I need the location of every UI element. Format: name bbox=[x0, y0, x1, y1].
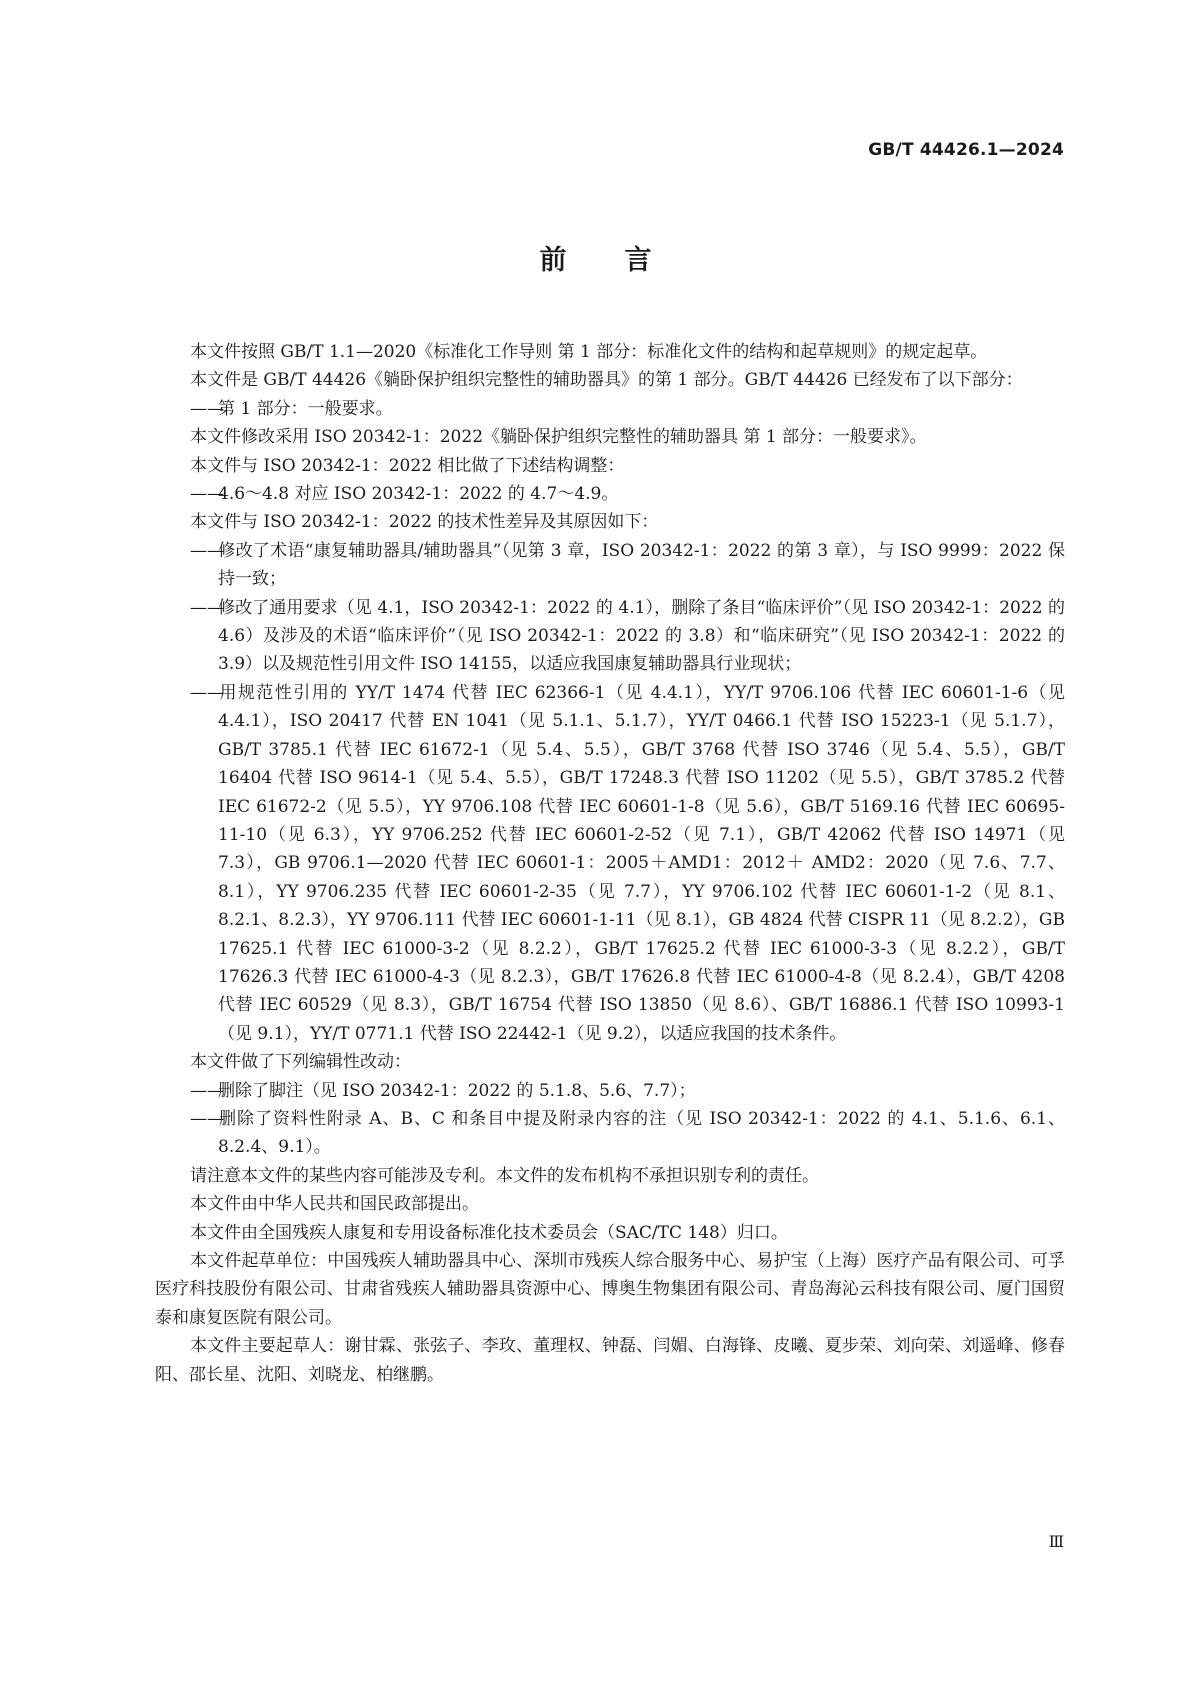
list-item-text: 修改了通用要求（见 4.1，ISO 20342-1：2022 的 4.1），删除了条目“临床评价”（见 ISO 20342-1：2022 的 4.6）及涉及的术语“临床评价”（见 ISO 20342-1：2022 的 3.8）和“临床研究”（见 ISO 20342-1：2022 的 3.9）以及规范性引用文件 ISO 14155，以适应我国康复辅助器具行业现状； bbox=[218, 597, 1065, 675]
page-number: Ⅲ bbox=[1048, 1532, 1064, 1551]
document-body bbox=[155, 338, 1065, 1389]
paragraph: 本文件修改采用 ISO 20342-1：2022《躺卧保护组织完整性的辅助器具 第 1 部分：一般要求》。 bbox=[190, 427, 927, 448]
paragraph: 本文件与 ISO 20342-1：2022 相比做了下述结构调整： bbox=[190, 455, 625, 476]
list-item bbox=[155, 395, 1065, 423]
dash-mark: —— bbox=[190, 484, 224, 505]
list-item bbox=[155, 1077, 1065, 1105]
dash-mark: —— bbox=[190, 1080, 224, 1101]
list-item bbox=[155, 537, 1065, 594]
paragraph: 请注意本文件的某些内容可能涉及专利。本文件的发布机构不承担识别专利的责任。 bbox=[190, 1165, 819, 1186]
dash-mark: —— bbox=[190, 1108, 224, 1129]
paragraph: 本文件主要起草人：谢甘霖、张弦子、李玫、董理权、钟磊、闫媚、白海锋、皮曦、夏步荣、刘向荣、刘遥峰、修春阳、邵长星、沈阳、刘晓龙、柏继鹏。 bbox=[155, 1336, 1065, 1385]
list-item-text: 用规范性引用的 YY/T 1474 代替 IEC 62366-1（见 4.4.1），YY/T 9706.106 代替 IEC 60601-1-6（见 4.4.1），ISO 20417 代替 EN 1041（见 5.1.1、5.1.7），YY/T 0466.1 代替 ISO 15223-1（见 5.1.7），GB/T 3785.1 代替 IEC 61672-1（见 5.4、5.5），GB/T 3768 代替 ISO 3746（见 5.4、5.5），GB/T 16404 代替 ISO 9614-1（见 5.4、5.5），GB/T 17248.3 代替 ISO 11202（见 5.5），GB/T 3785.2 代替 IEC 61672-2（见 5.5），YY 9706.108 代替 IEC 60601-1-8（见 5.6），GB/T 5169.16 代替 IEC 60695-11-10（见 6.3），YY 9706.252 代替 IEC 60601-2-52（见 7.1），GB/T 42062 代替 ISO 14971（见 7.3），GB 9706.1—2020 代替 IEC 60601-1：2005＋AMD1：2012＋ AMD2：2020（见 7.6、7.7、8.1），YY 9706.235 代替 IEC 60601-2-35（见 7.7），YY 9706.102 代替 IEC 60601-1-2（见 8.1、8.2.1、8.2.3），YY 9706.111 代替 IEC 60601-1-11（见 8.1），GB 4824 代替 CISPR 11（见 8.2.2），GB 17625.1 代替 IEC 61000-3-2（见 8.2.2），GB/T 17625.2 代替 IEC 61000-3-3（见 8.2.2），GB/T 17626.3 代替 IEC 61000-4-3（见 8.2.3），GB/T 17626.8 代替 IEC 61000-4-8（见 8.2.4），GB/T 4208 代替 IEC 60529（见 8.3），GB/T 16754 代替 ISO 13850（见 8.6）、GB/T 16886.1 代替 ISO 10993-1（见 9.1），YY/T 0771.1 代替 ISO 22442-1（见 9.2），以适应我国的技术条件。 bbox=[218, 682, 1065, 1044]
list-item-text: 删除了脚注（见 ISO 20342-1：2022 的 5.1.8、5.6、7.7）； bbox=[218, 1080, 696, 1101]
standard-number: GB/T 44426.1—2024 bbox=[868, 140, 1064, 160]
paragraph: 本文件由中华人民共和国民政部提出。 bbox=[190, 1194, 479, 1215]
paragraph: 本文件做了下列编辑性改动： bbox=[190, 1052, 411, 1073]
list-item-text: 修改了术语“康复辅助器具/辅助器具”（见第 3 章，ISO 20342-1：2022 的第 3 章），与 ISO 9999：2022 保持一致； bbox=[218, 540, 1065, 590]
dash-mark: —— bbox=[190, 398, 224, 419]
dash-mark: —— bbox=[190, 682, 224, 703]
list-item-text: 删除了资料性附录 A、B、C 和条目中提及附录内容的注（见 ISO 20342-1：2022 的 4.1、5.1.6、6.1、8.2.4、9.1）。 bbox=[218, 1108, 1065, 1158]
list-item bbox=[155, 1105, 1065, 1162]
dash-mark: —— bbox=[190, 540, 224, 561]
list-item-text: 4.6～4.8 对应 ISO 20342-1：2022 的 4.7～4.9。 bbox=[218, 484, 619, 505]
list-item bbox=[155, 679, 1065, 1048]
list-item bbox=[155, 480, 1065, 508]
paragraph: 本文件起草单位：中国残疾人辅助器具中心、深圳市残疾人综合服务中心、易护宝（上海）医疗产品有限公司、可孚医疗科技股份有限公司、甘肃省残疾人辅助器具资源中心、博奥生物集团有限公司、青岛海沁云科技有限公司、厦门国贸泰和康复医院有限公司。 bbox=[155, 1251, 1065, 1328]
dash-mark: —— bbox=[190, 597, 224, 618]
paragraph: 本文件是 GB/T 44426《躺卧保护组织完整性的辅助器具》的第 1 部分。GB/T 44426 已经发布了以下部分： bbox=[190, 370, 1023, 391]
paragraph: 本文件按照 GB/T 1.1—2020《标准化工作导则 第 1 部分：标准化文件的结构和起草规则》的规定起草。 bbox=[190, 342, 988, 362]
paragraph: 本文件由全国残疾人康复和专用设备标准化技术委员会（SAC/TC 148）归口。 bbox=[190, 1222, 788, 1243]
page-title: 前言 bbox=[539, 245, 710, 276]
list-item bbox=[155, 594, 1065, 679]
list-item-text: 第 1 部分：一般要求。 bbox=[218, 398, 393, 419]
paragraph: 本文件与 ISO 20342-1：2022 的技术性差异及其原因如下： bbox=[190, 512, 659, 533]
